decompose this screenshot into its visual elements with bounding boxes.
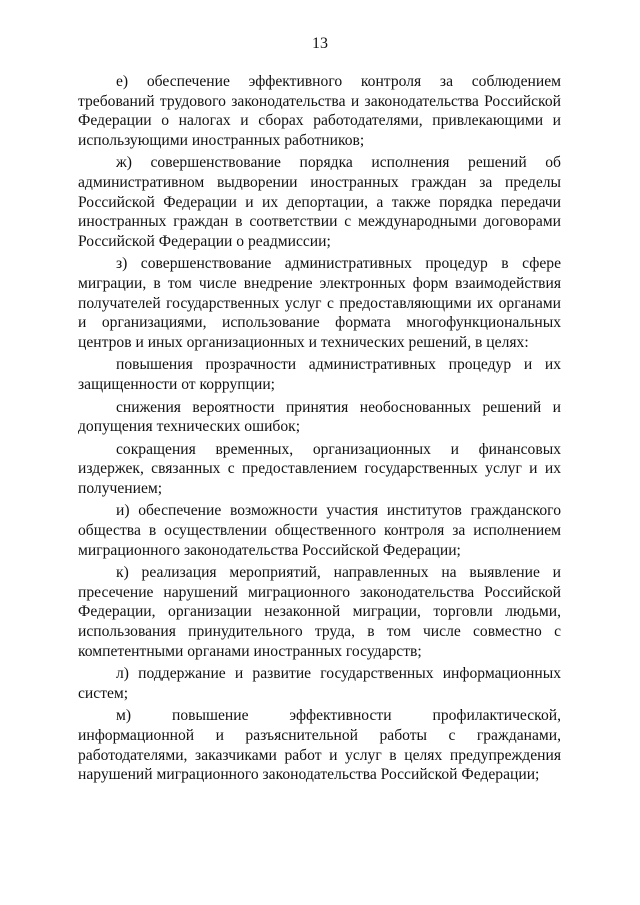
page-number: 13 [312, 35, 328, 52]
paragraph-zh: ж) совершенствование порядка исполнения решений об административном выдворении иностранных граждан за пределы Российской Федерации и их депортации, а также порядка передачи иностранных граждан в соответствии с международными договорами Российской Федерации о реадмиссии; [78, 154, 561, 250]
paragraph-z-sub-3: сокращения временных, организационных и финансовых издержек, связанных с предоставлением государственных услуг и их получением; [78, 440, 561, 497]
paragraph-l: л) поддержание и развитие государственных информационных систем; [78, 665, 561, 702]
paragraph-k: к) реализация мероприятий, направленных на выявление и пресечение нарушений миграционного законодательства Российской Федерации, организации незаконной миграции, торговли людьми, использования принудительного труда, в том числе совместно с компетентными органами иностранных государств; [78, 564, 561, 660]
paragraph-e: е) обеспечение эффективного контроля за соблюдением требований трудового законодательства и законодательства Российской Федерации о налогах и сборах работодателями, привлекающими и использующими иностранных работников; [78, 73, 561, 149]
document-body [78, 72, 561, 788]
paragraph-z-sub-2: снижения вероятности принятия необоснованных решений и допущения технических ошибок; [78, 398, 561, 436]
paragraph-i: и) обеспечение возможности участия институтов гражданского общества в осуществлении общественного контроля за исполнением миграционного законодательства Российской Федерации; [78, 502, 561, 559]
paragraph-z: з) совершенствование административных процедур в сфере миграции, в том числе внедрение электронных форм взаимодействия получателей государственных услуг с предоставляющими их органами и организациями, использование формата многофункциональных центров и иных организационных и технических решений, в целях: [78, 255, 561, 351]
paragraph-z-sub-1: повышения прозрачности административных процедур и их защищенности от коррупции; [78, 356, 561, 393]
paragraph-m: м) повышение эффективности профилактической, информационной и разъяснительной работы с гражданами, работодателями, заказчиками работ и услуг в целях предупреждения нарушений миграционного законодательства Российской Федерации; [78, 707, 561, 784]
